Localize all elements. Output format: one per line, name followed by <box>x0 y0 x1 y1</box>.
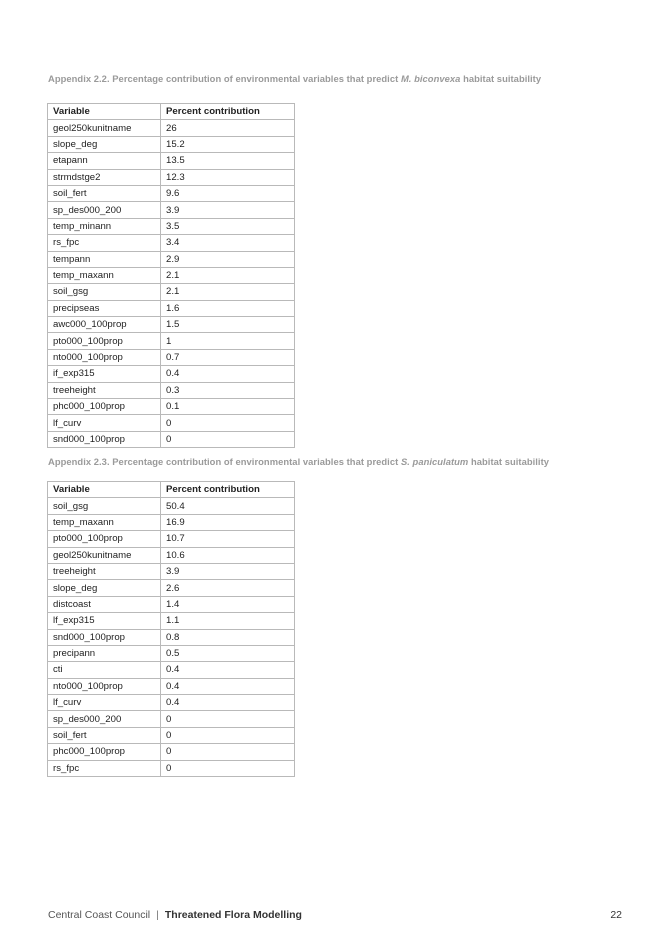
table-row <box>48 678 295 694</box>
table-row <box>48 136 295 152</box>
caption-suffix: habitat suitability <box>468 456 550 467</box>
table-row <box>48 547 295 563</box>
page-footer <box>48 909 622 921</box>
percent-cell: 26 <box>161 120 295 136</box>
variable-cell: snd000_100prop <box>48 431 161 447</box>
percent-cell: 2.1 <box>161 267 295 283</box>
percent-cell: 1 <box>161 333 295 349</box>
table-row <box>48 760 295 776</box>
percent-cell: 1.1 <box>161 613 295 629</box>
table-body <box>48 120 295 448</box>
variable-cell: slope_deg <box>48 580 161 596</box>
footer-document-title: Threatened Flora Modelling <box>164 909 302 921</box>
variable-cell: strmdstge2 <box>48 169 161 185</box>
variable-cell: lf_curv <box>48 695 161 711</box>
percent-cell: 0.4 <box>161 678 295 694</box>
column-header-percent: Percent contribution <box>161 482 295 498</box>
percent-cell: 1.4 <box>161 596 295 612</box>
percent-cell: 3.9 <box>161 202 295 218</box>
percent-cell: 0.4 <box>161 662 295 678</box>
page-number: 22 <box>610 909 622 921</box>
variable-cell: temp_maxann <box>48 514 161 530</box>
caption-species: M. biconvexa <box>400 73 461 84</box>
percent-cell: 10.7 <box>161 531 295 547</box>
column-header-variable: Variable <box>48 482 161 498</box>
variable-cell: lf_exp315 <box>48 613 161 629</box>
percent-cell: 3.9 <box>161 563 295 579</box>
table-row <box>48 169 295 185</box>
variable-cell: sp_des000_200 <box>48 711 161 727</box>
variable-cell: soil_gsg <box>48 284 161 300</box>
table-row <box>48 366 295 382</box>
percent-cell: 10.6 <box>161 547 295 563</box>
variable-cell: if_exp315 <box>48 366 161 382</box>
table-row <box>48 333 295 349</box>
percent-cell: 16.9 <box>161 514 295 530</box>
table-row <box>48 349 295 365</box>
percent-cell: 2.9 <box>161 251 295 267</box>
table-row <box>48 563 295 579</box>
variable-cell: phc000_100prop <box>48 744 161 760</box>
table-row <box>48 711 295 727</box>
percent-cell: 0.5 <box>161 645 295 661</box>
table-row <box>48 300 295 316</box>
variable-cell: cti <box>48 662 161 678</box>
percent-cell: 0.7 <box>161 349 295 365</box>
table-row <box>48 629 295 645</box>
percent-cell: 1.6 <box>161 300 295 316</box>
variable-cell: treeheight <box>48 382 161 398</box>
table-row <box>48 120 295 136</box>
percent-cell: 0 <box>161 727 295 743</box>
variable-cell: rs_fpc <box>48 760 161 776</box>
table-row <box>48 317 295 333</box>
variable-cell: temp_maxann <box>48 267 161 283</box>
percent-cell: 0 <box>161 760 295 776</box>
variable-cell: temp_minann <box>48 218 161 234</box>
variable-cell: treeheight <box>48 563 161 579</box>
table-row <box>48 284 295 300</box>
appendix-2-2-caption <box>48 73 541 84</box>
variable-cell: snd000_100prop <box>48 629 161 645</box>
table-row <box>48 251 295 267</box>
column-header-variable: Variable <box>48 104 161 120</box>
percent-cell: 3.5 <box>161 218 295 234</box>
percent-cell: 0 <box>161 744 295 760</box>
table-row <box>48 267 295 283</box>
variable-cell: geol250kunitname <box>48 120 161 136</box>
percent-cell: 0 <box>161 415 295 431</box>
percent-cell: 0 <box>161 711 295 727</box>
percent-cell: 0 <box>161 431 295 447</box>
table-row <box>48 580 295 596</box>
variable-cell: sp_des000_200 <box>48 202 161 218</box>
table-row <box>48 431 295 447</box>
caption-species: S. paniculatum <box>400 456 469 467</box>
table-header-row <box>48 104 295 120</box>
variable-cell: slope_deg <box>48 136 161 152</box>
percent-cell: 1.5 <box>161 317 295 333</box>
percent-cell: 0.3 <box>161 382 295 398</box>
percent-cell: 0.4 <box>161 695 295 711</box>
table-header-row <box>48 482 295 498</box>
table-row <box>48 382 295 398</box>
table-body <box>48 498 295 777</box>
table-row <box>48 235 295 251</box>
table-row <box>48 695 295 711</box>
table-row <box>48 514 295 530</box>
variable-cell: awc000_100prop <box>48 317 161 333</box>
footer-organisation: Central Coast Council <box>48 909 151 921</box>
table-row <box>48 399 295 415</box>
table-row <box>48 662 295 678</box>
table-row <box>48 596 295 612</box>
variable-cell: precipseas <box>48 300 161 316</box>
table-row <box>48 218 295 234</box>
percent-cell: 0.1 <box>161 399 295 415</box>
variable-cell: tempann <box>48 251 161 267</box>
variable-cell: pto000_100prop <box>48 333 161 349</box>
variable-cell: phc000_100prop <box>48 399 161 415</box>
variable-cell: rs_fpc <box>48 235 161 251</box>
appendix-2-2-table <box>47 103 295 448</box>
variable-cell: nto000_100prop <box>48 678 161 694</box>
variable-cell: precipann <box>48 645 161 661</box>
percent-cell: 12.3 <box>161 169 295 185</box>
percent-cell: 13.5 <box>161 153 295 169</box>
table-row <box>48 613 295 629</box>
column-header-percent: Percent contribution <box>161 104 295 120</box>
variable-cell: soil_gsg <box>48 498 161 514</box>
table-row <box>48 744 295 760</box>
table-row <box>48 645 295 661</box>
appendix-2-3-caption <box>48 456 549 467</box>
variable-cell: nto000_100prop <box>48 349 161 365</box>
variable-cell: geol250kunitname <box>48 547 161 563</box>
percent-cell: 50.4 <box>161 498 295 514</box>
footer-separator: | <box>156 909 159 921</box>
percent-cell: 15.2 <box>161 136 295 152</box>
table-row <box>48 727 295 743</box>
caption-prefix: Appendix 2.3. Percentage contribution of environmental variables that predict <box>48 456 401 467</box>
variable-cell: soil_fert <box>48 185 161 201</box>
percent-cell: 2.6 <box>161 580 295 596</box>
caption-suffix: habitat suitability <box>460 73 542 84</box>
variable-cell: soil_fert <box>48 727 161 743</box>
caption-prefix: Appendix 2.2. Percentage contribution of environmental variables that predict <box>48 73 401 84</box>
variable-cell: etapann <box>48 153 161 169</box>
appendix-2-3-table <box>47 481 295 777</box>
table-row <box>48 531 295 547</box>
percent-cell: 2.1 <box>161 284 295 300</box>
variable-cell: pto000_100prop <box>48 531 161 547</box>
table-row <box>48 153 295 169</box>
percent-cell: 0.8 <box>161 629 295 645</box>
percent-cell: 9.6 <box>161 185 295 201</box>
variable-cell: distcoast <box>48 596 161 612</box>
variable-cell: lf_curv <box>48 415 161 431</box>
table-row <box>48 202 295 218</box>
percent-cell: 3.4 <box>161 235 295 251</box>
table-row <box>48 185 295 201</box>
table-row <box>48 498 295 514</box>
percent-cell: 0.4 <box>161 366 295 382</box>
table-row <box>48 415 295 431</box>
